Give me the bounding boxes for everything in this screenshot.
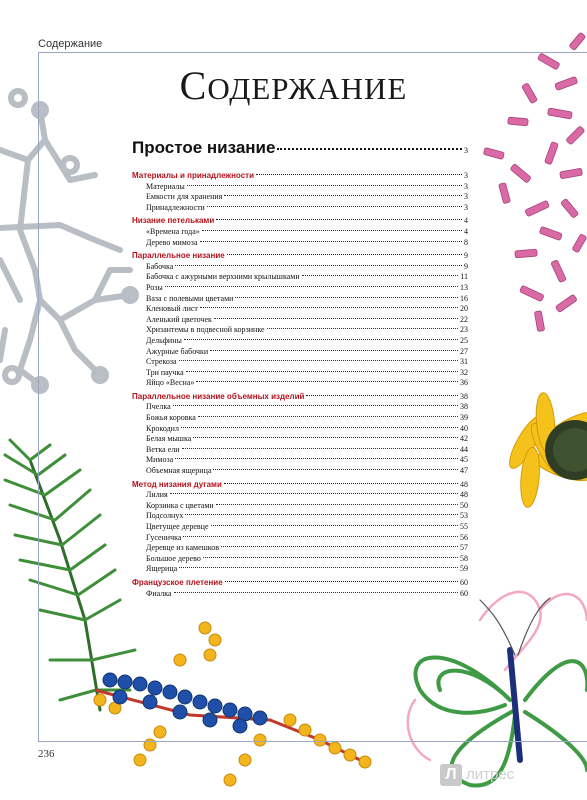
title-rest: ОДЕРЖАНИЕ [207,71,408,106]
leader-dots [184,339,458,340]
toc-item[interactable] [132,402,468,413]
toc-item[interactable] [132,378,468,389]
leader-dots [187,185,462,186]
toc-item-label: Розы [146,282,163,292]
toc-item-page: 45 [460,455,468,465]
toc-item-label: Объемная ящерица [146,466,212,476]
toc-section-label: Параллельное низание [132,251,225,261]
toc-item-label: Подсолнух [146,511,184,521]
toc-item[interactable] [132,336,468,347]
toc-item[interactable] [132,543,468,554]
toc-item-page: 56 [460,532,468,542]
toc-item-label: Ажурные бабочки [146,346,209,356]
toc-item[interactable] [132,283,468,294]
toc-section-label: Низание петельками [132,216,215,226]
toc-item-label: Принадлежности [146,202,205,212]
toc-item-page: 3 [464,202,468,212]
toc-item-page: 9 [464,261,468,271]
toc-item-page: 16 [460,293,468,303]
toc-item[interactable] [132,511,468,522]
leader-dots [198,416,458,417]
leader-dots [179,567,458,568]
toc-item-page: 11 [460,272,468,282]
toc-item[interactable] [132,325,468,336]
leader-dots [227,254,462,255]
leader-dots [224,483,458,484]
toc-item-page: 25 [460,335,468,345]
toc-item-page: 8 [464,237,468,247]
toc-item-page: 36 [460,378,468,388]
toc-item-page: 27 [460,346,468,356]
leader-dots [211,525,459,526]
toc-item-label: Емкости для хранения [146,192,223,202]
toc-item[interactable] [132,304,468,315]
watermark-text: литрес [466,766,515,783]
toc-item-label: Материалы [146,181,185,191]
toc-item[interactable] [132,294,468,305]
toc-item[interactable] [132,445,468,456]
toc-item-label: Гусеничка [146,532,182,542]
leader-dots [183,536,458,537]
toc-item-page: 59 [460,564,468,574]
toc-item-label: Пчелка [146,402,171,412]
toc-item[interactable] [132,501,468,512]
toc-item[interactable] [132,434,468,445]
toc-section-label: Материалы и принадлежности [132,171,254,180]
toc-item-label: Корзинка с цветами [146,500,214,510]
toc-item-page: 22 [460,314,468,324]
toc-item-label: Бабочка с ажурными верхними крылышками [146,272,300,282]
toc-item-label: Три паучка [146,367,184,377]
leader-dots [306,395,458,396]
toc-item-page: 3 [464,181,468,191]
toc-item-page: 60 [460,588,468,598]
leader-dots [214,318,458,319]
toc-item-label: Белая мышка [146,434,192,444]
toc-item-page: 20 [460,304,468,314]
toc-item-page: 3 [464,192,468,202]
toc-item-page: 57 [460,543,468,553]
toc-section-page: 4 [464,216,468,226]
toc-item-label: Крокодил [146,423,179,433]
toc-item-label: Большое дерево [146,553,201,563]
toc-item-page: 58 [460,553,468,563]
toc-item[interactable] [132,564,468,575]
leader-dots [256,174,462,175]
litres-logo-icon: Л [440,764,462,786]
toc-item-label: Цветущее деревце [146,522,209,531]
toc-item[interactable] [132,203,468,214]
toc-item[interactable] [132,490,468,501]
toc-item-label: Деревце из камешков [146,543,220,553]
toc-item-label: Мимоза [146,455,174,465]
toc-main-label: Простое низание [132,138,276,157]
toc-item-page: 39 [460,413,468,423]
toc-item-page: 38 [460,402,468,412]
toc-item-page: 31 [460,357,468,367]
toc-item[interactable] [132,413,468,424]
leader-dots [225,581,458,582]
toc-section-label: Французское плетение [132,577,223,587]
leader-dots [235,297,458,298]
leader-dots [193,437,458,438]
toc-item-page: 50 [460,500,468,510]
toc-item-label: Фиалка [146,588,172,598]
leader-dots [277,148,462,150]
toc-item-label: Яйцо «Весна» [146,378,195,388]
toc-section[interactable] [132,480,468,491]
toc-item-label: Аленький цветочек [146,314,212,324]
toc-section-label: Метод низания дугами [132,479,222,489]
toc-item[interactable] [132,347,468,358]
toc-item-page: 13 [460,282,468,292]
toc-item[interactable] [132,466,468,477]
table-of-contents [132,138,468,599]
toc-section-page: 60 [460,577,468,587]
title-initial: С [179,63,208,108]
toc-item-page: 4 [464,226,468,236]
toc-item-label: Бабочка [146,261,174,271]
toc-section[interactable] [132,171,468,182]
leader-dots [170,493,458,494]
leader-dots [202,230,462,231]
toc-item[interactable] [132,227,468,238]
toc-item-label: Ветка ели [146,444,180,454]
leader-dots [216,504,458,505]
toc-section-page: 48 [460,479,468,489]
toc-item[interactable] [132,424,468,435]
leader-dots [196,381,458,382]
toc-item-page: 53 [460,511,468,521]
leader-dots [221,546,458,547]
toc-section-page: 38 [460,391,468,401]
litres-watermark [440,764,560,794]
leader-dots [186,371,458,372]
toc-item-page: 48 [460,490,468,500]
toc-main-entry[interactable] [132,138,468,160]
page-title [0,62,587,109]
toc-section-label: Параллельное низание объемных изделий [132,391,305,401]
toc-item[interactable] [132,368,468,379]
toc-item[interactable] [132,455,468,466]
toc-item-page: 44 [460,444,468,454]
toc-item-page: 42 [460,434,468,444]
toc-item-label: Ящерица [146,564,178,574]
toc-item[interactable] [132,522,468,533]
toc-item[interactable] [132,589,468,600]
running-header: Содержание [38,38,103,50]
toc-section[interactable] [132,251,468,262]
leader-dots [224,195,462,196]
toc-item[interactable] [132,554,468,565]
page-number: 236 [38,748,55,760]
toc-item-page: 55 [460,522,468,531]
leader-dots [216,219,462,220]
toc-item[interactable] [132,357,468,368]
toc-item[interactable] [132,533,468,544]
leader-dots [165,286,458,287]
leader-dots [267,328,458,329]
leader-dots [207,206,462,207]
leader-dots [175,265,462,266]
toc-item-label: Дельфины [146,335,182,345]
toc-item-label: Стрекоза [146,357,177,367]
toc-item-label: Дерево мимоза [146,237,198,247]
toc-item-label: «Времена года» [146,226,200,236]
leader-dots [210,350,458,351]
leader-dots [200,307,458,308]
toc-section[interactable] [132,578,468,589]
toc-item[interactable] [132,192,468,203]
leader-dots [302,275,459,276]
leader-dots [175,458,458,459]
leader-dots [173,405,458,406]
toc-item[interactable] [132,272,468,283]
toc-item-label: Хризантемы в подвесной корзинке [146,325,265,335]
toc-section-page: 9 [464,251,468,261]
toc-item[interactable] [132,262,468,273]
leader-dots [203,557,458,558]
toc-section[interactable] [132,216,468,227]
toc-item-page: 23 [460,325,468,335]
toc-section-page: 3 [464,171,468,180]
leader-dots [179,360,458,361]
toc-item-label: Божья коровка [146,413,196,423]
toc-item[interactable] [132,238,468,249]
leader-dots [213,469,458,470]
toc-item-label: Лилия [146,490,168,500]
toc-item-label: Кленовый лист [146,304,198,314]
toc-section[interactable] [132,392,468,403]
leader-dots [185,514,458,515]
leader-dots [181,427,458,428]
leader-dots [174,592,458,593]
toc-item[interactable] [132,182,468,193]
toc-item-page: 32 [460,367,468,377]
toc-item-label: Ваза с полевыми цветами [146,293,234,303]
leader-dots [200,241,463,242]
leader-dots [182,448,458,449]
toc-item[interactable] [132,315,468,326]
toc-item-page: 47 [460,466,468,476]
toc-main-page: 3 [464,146,468,155]
toc-item-page: 40 [460,423,468,433]
